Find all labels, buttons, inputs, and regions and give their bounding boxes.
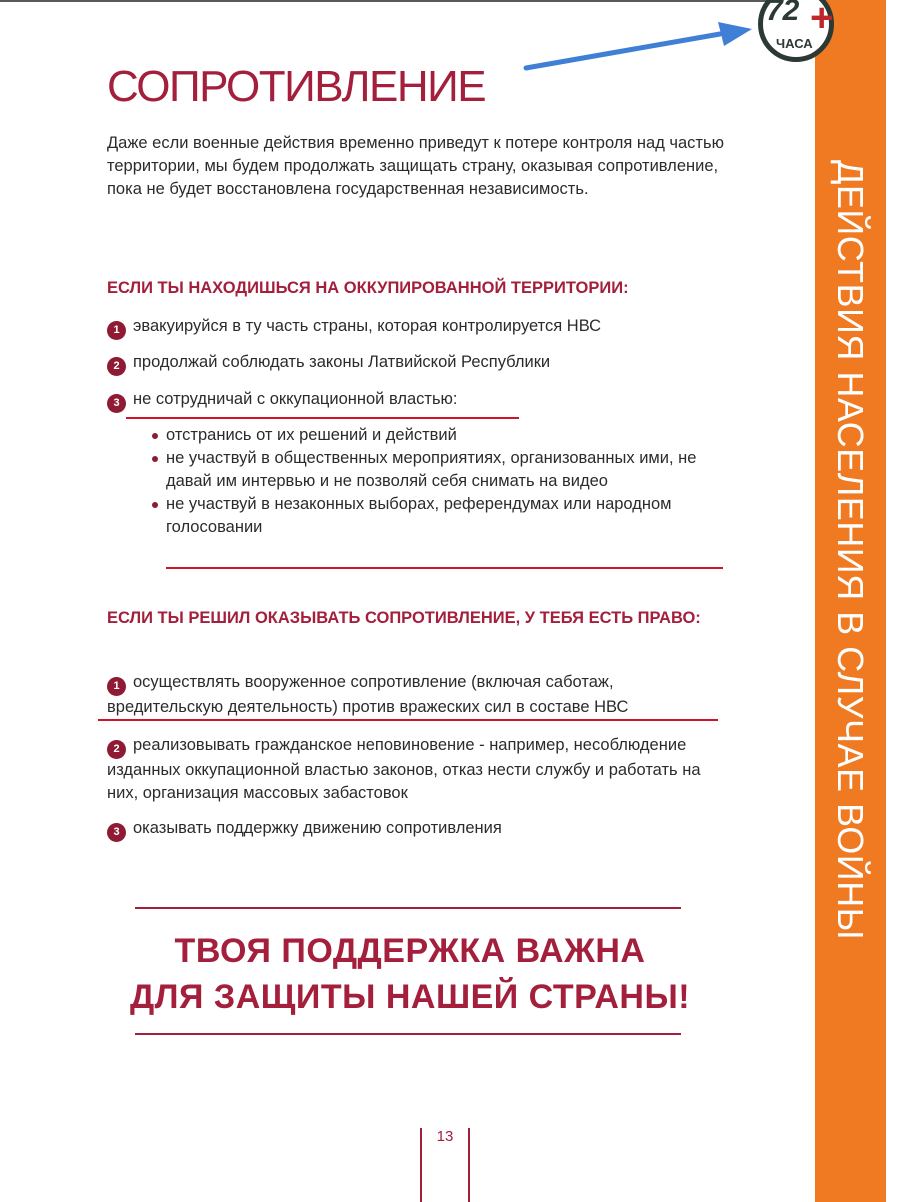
page-number: 13 [436,1128,454,1145]
section-heading-occupied: ЕСЛИ ТЫ НАХОДИШЬСЯ НА ОККУПИРОВАННОЙ ТЕРРИТОРИИ: [107,279,629,297]
number-badge: 3 [107,823,126,842]
cta-line-1: ТВОЯ ПОДДЕРЖКА ВАЖНА [174,932,646,970]
number-badge: 2 [107,357,126,376]
list-item-text: не сотрудничай с оккупационной властью: [133,390,458,408]
annotation-underline [166,567,723,569]
list-item [107,388,727,413]
list-item [107,315,727,340]
list-item-text: реализовывать гражданское неповиновение - например, несоблюдение изданных оккупационной властью законов, отказ нести службу и работать на них, организация массовых забастовок [107,736,701,802]
page-right-margin [886,0,900,1202]
side-title: ДЕЙСТВИЯ НАСЕЛЕНИЯ В СЛУЧАЕ ВОЙНЫ [830,159,871,941]
logo-72-hours [750,0,846,72]
list-item [107,351,727,376]
bullet-list [150,424,720,539]
annotation-arrow-icon [520,20,760,80]
bullet-item: не участвуй в незаконных выборах, референдумах или народном голосовании [150,493,720,539]
divider-bottom [135,1033,681,1035]
list-item-text: продолжай соблюдать законы Латвийской Республики [133,353,551,371]
logo-word: ЧАСА [776,36,813,51]
call-to-action [100,928,720,1020]
number-badge: 1 [107,321,126,340]
intro-paragraph: Даже если военные действия временно приведут к потере контроля над частью территории, мы будем продолжать защищать страну, оказывая сопротивление, пока не будет восстановлена государственная независимость. [107,134,724,198]
list-item [107,734,727,805]
list-item-text: оказывать поддержку движению сопротивления [133,819,502,837]
divider-top [135,907,681,909]
list-item [107,817,727,842]
annotation-underline [98,719,718,721]
page-title: СОПРОТИВЛЕНИЕ [107,62,486,111]
section-heading-resistance: ЕСЛИ ТЫ РЕШИЛ ОКАЗЫВАТЬ СОПРОТИВЛЕНИЕ, У ТЕБЯ ЕСТЬ ПРАВО: [107,609,701,627]
cta-line-2: ДЛЯ ЗАЩИТЫ НАШЕЙ СТРАНЫ! [129,978,691,1016]
number-badge: 3 [107,394,126,413]
logo-plus: + [810,0,834,40]
bullet-item: не участвуй в общественных мероприятиях, организованных ими, не давай им интервью и не позволяй себя снимать на видео [150,447,720,493]
bullet-item: отстранись от их решений и действий [150,424,720,447]
list-item-text: эвакуируйся в ту часть страны, которая контролируется НВС [133,317,602,335]
logo-number: 72 [766,0,800,27]
list-item-text: осуществлять вооруженное сопротивление (включая саботаж, вредительскую деятельность) против вражеских сил в составе НВС [107,673,629,716]
annotation-underline [126,417,519,419]
list-item [107,671,727,719]
number-badge: 2 [107,740,126,759]
number-badge: 1 [107,677,126,696]
